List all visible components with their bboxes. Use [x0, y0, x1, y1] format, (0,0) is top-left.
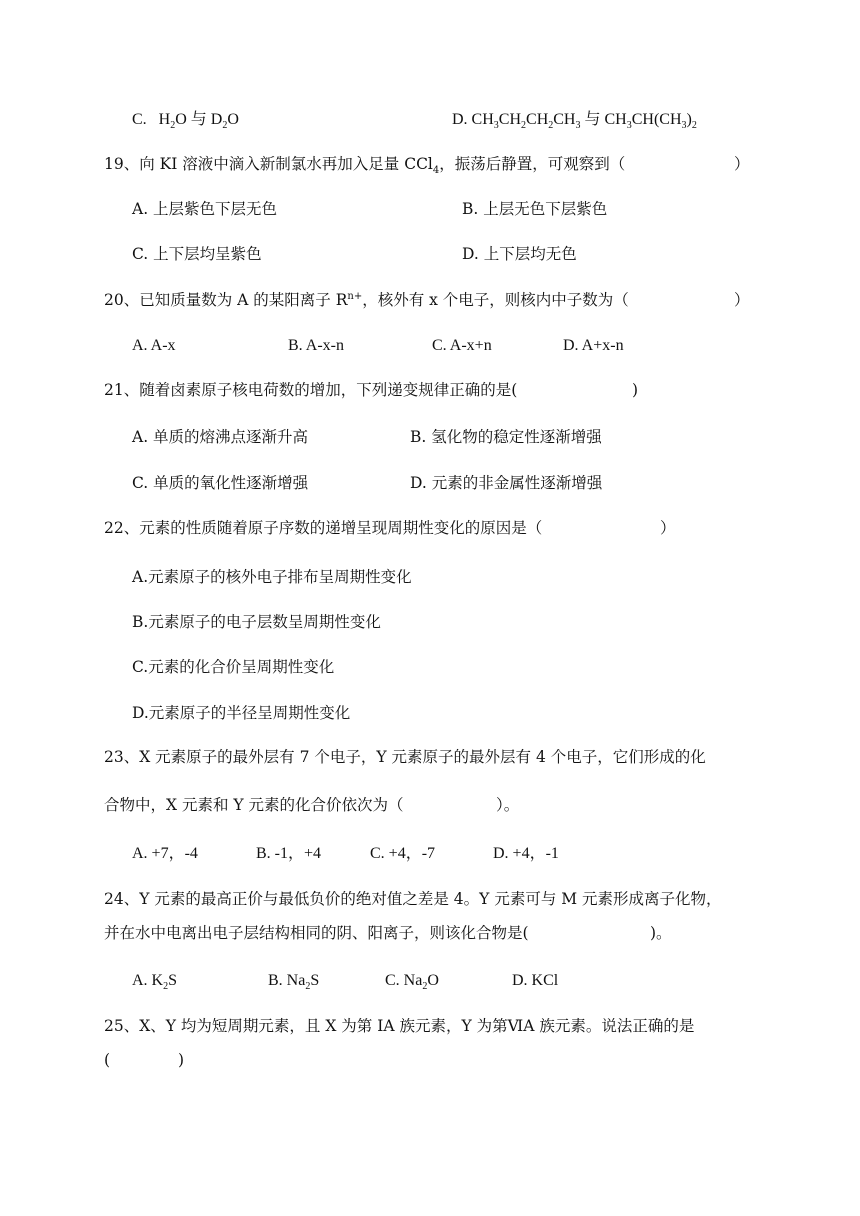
q22-option-a: A.元素原子的核外电子排布呈周期性变化 [132, 568, 412, 586]
q21-option-b: B. 氢化物的稳定性逐渐增强 [410, 428, 602, 446]
q21-option-d: D. 元素的非金属性逐渐增强 [410, 474, 603, 492]
question-23-line-1: 23、X 元素原子的最外层有 7 个电子，Y 元素原子的最外层有 4 个电子，它们形成的化 [104, 748, 706, 766]
q19-option-d: D. 上下层均无色 [462, 245, 577, 263]
question-20-close: ） [734, 291, 750, 309]
question-24-line-1: 24、Y 元素的最高正价与最低负价的绝对值之差是 4。Y 元素可与 M 元素形成离子化物， [104, 890, 722, 908]
question-19: 19、向 KI 溶液中滴入新制氯水再加入足量 CCl$_4$，振荡后静置，可观察到（ [104, 155, 626, 177]
q24-option-b: B. $Na_2S$ [268, 972, 320, 993]
q19-option-c: C. 上下层均呈紫色 [132, 245, 262, 263]
q20-option-c: C. A-x+n [432, 337, 492, 354]
question-21-close: ) [632, 381, 639, 399]
question-24-line-2: 并在水中电离出电子层结构相同的阴、阳离子，则该化合物是( [104, 924, 529, 942]
q18-option-c: C. $H_2O$ 与 $D_2O$ [132, 111, 239, 132]
question-21: 21、随着卤素原子核电荷数的增加，下列递变规律正确的是( [104, 381, 518, 399]
question-23-close: ）。 [496, 796, 520, 814]
q24-option-a: A. $K_2S$ [132, 972, 178, 993]
q22-option-d: D.元素原子的半径呈周期性变化 [132, 704, 351, 722]
question-24-close: )。 [650, 924, 672, 942]
question-22: 22、元素的性质随着原子序数的递增呈现周期性变化的原因是（ [104, 519, 543, 537]
question-25-close: ) [178, 1051, 185, 1069]
q19-option-b: B. 上层无色下层紫色 [462, 200, 608, 218]
q23-option-b: B. -1，+4 [256, 845, 322, 862]
q21-option-c: C. 单质的氧化性逐渐增强 [132, 474, 309, 492]
q19-option-a: A. 上层紫色下层无色 [132, 200, 278, 218]
q24-option-c: C. $Na_2O$ [385, 972, 439, 993]
question-25-line-2: ( [104, 1051, 111, 1069]
question-22-close: ） [660, 519, 676, 537]
question-19-close: ） [734, 155, 750, 173]
q20-option-b: B. A-x-n [288, 337, 344, 354]
q20-option-a: A. A-x [132, 337, 176, 354]
q23-option-d: D. +4，-1 [493, 845, 559, 862]
q20-option-d: D. A+x-n [563, 337, 624, 354]
q18-option-d: D. $CH_3CH_2CH_2CH_3$ 与 $CH_3CH(CH_3)_2$ [452, 111, 697, 132]
question-20: 20、已知质量数为 A 的某阳离子 $R^{n+}$，核外有 x 个电子，则核内中子数为（ [104, 290, 629, 309]
q23-option-a: A. +7，-4 [132, 845, 198, 862]
q21-option-a: A. 单质的熔沸点逐渐升高 [132, 428, 309, 446]
question-25-line-1: 25、X、Y 均为短周期元素，且 X 为第 IA 族元素，Y 为第ⅥA 族元素。说法正确的是 [104, 1017, 695, 1035]
question-23-line-2: 合物中，X 元素和 Y 元素的化合价依次为（ [104, 796, 404, 814]
q22-option-b: B.元素原子的电子层数呈周期性变化 [132, 613, 381, 631]
q24-option-d: D. KCl [512, 972, 559, 989]
q22-option-c: C.元素的化合价呈周期性变化 [132, 658, 335, 676]
q23-option-c: C. +4，-7 [370, 845, 436, 862]
